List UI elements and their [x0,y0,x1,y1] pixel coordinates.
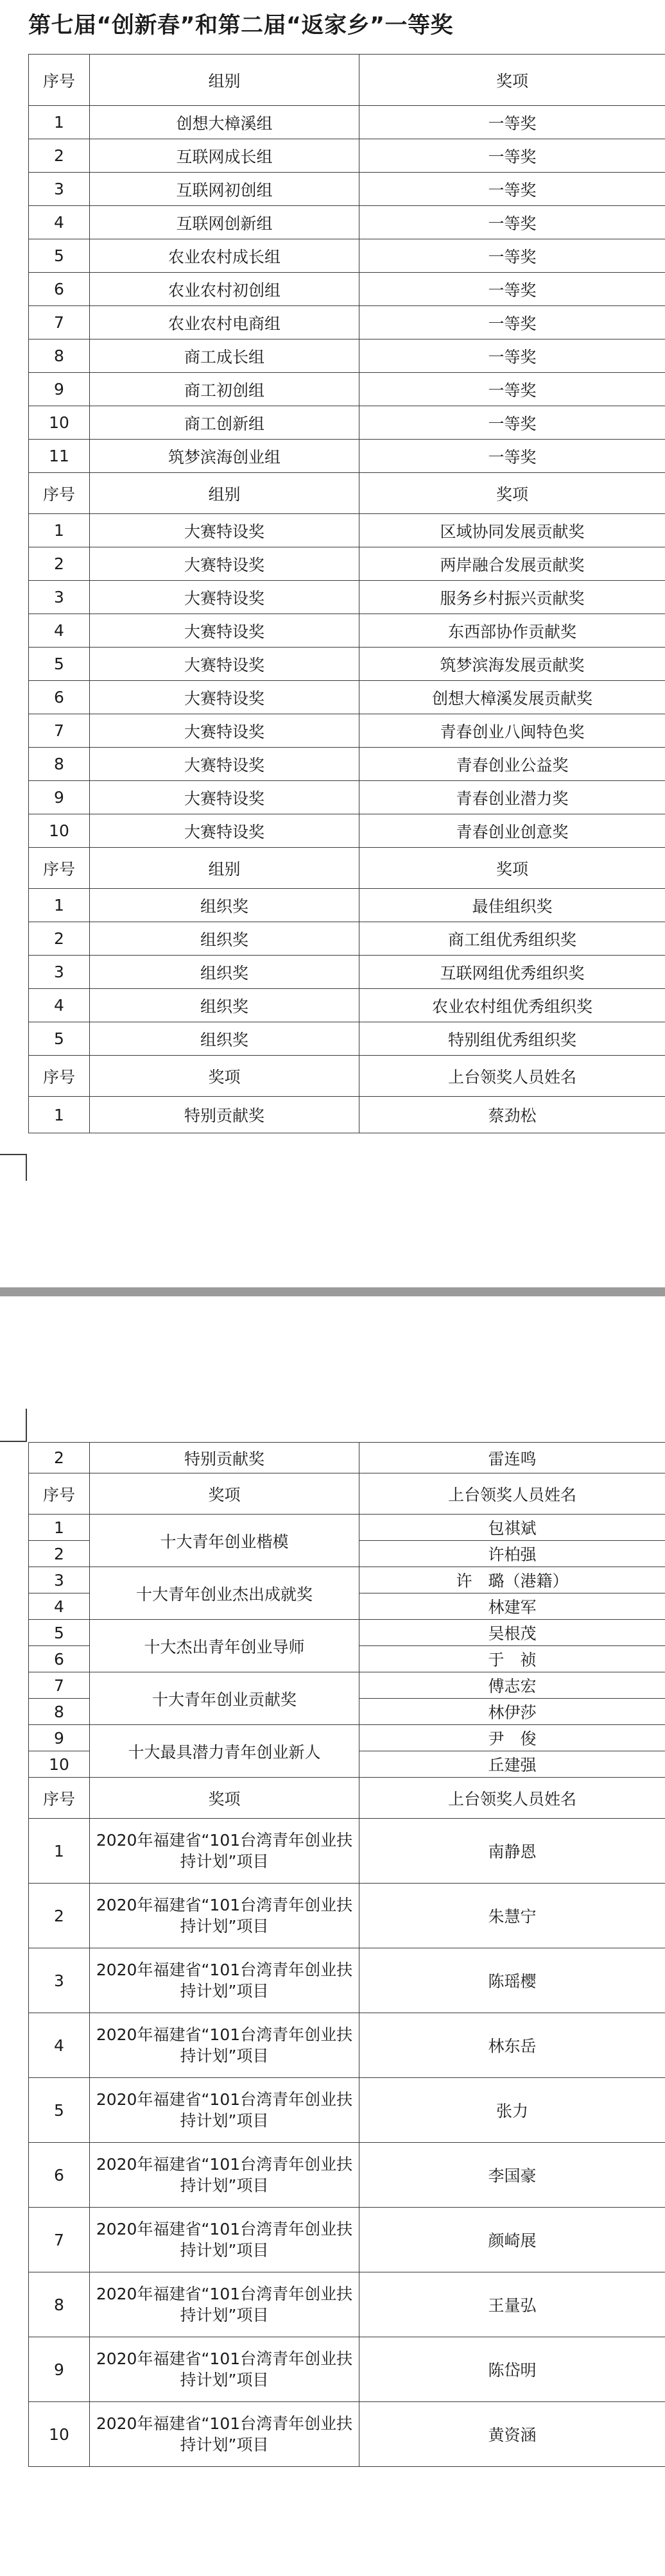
header-cell-column-3: 奖项 [359,55,665,106]
crop-mark-top-vertical [26,1409,27,1442]
cell-column-3: 一等奖 [359,339,665,373]
cell-recipient-name: 包祺斌 [359,1515,665,1541]
cell-index: 2 [29,139,90,173]
cell-column-2: 大赛特设奖 [90,681,359,714]
table-row [29,106,665,139]
cell-index: 7 [29,1672,90,1699]
table-row [29,206,665,239]
cell-column-3: 两岸融合发展贡献奖 [359,547,665,581]
cell-recipient-name: 林伊莎 [359,1699,665,1725]
cell-column-3: 雷连鸣 [359,1443,665,1473]
cell-award-project: 2020年福建省“101台湾青年创业扶持计划”项目 [90,2013,359,2078]
header-cell-index: 序号 [29,848,90,889]
cell-recipient-name: 陈岱明 [359,2337,665,2402]
cell-column-3: 青春创业潜力奖 [359,781,665,814]
cell-column-3: 服务乡村振兴贡献奖 [359,581,665,614]
awards-table-part-1 [28,54,665,1133]
cell-index: 8 [29,748,90,781]
table-row [29,2272,665,2337]
header-cell-column-2: 组别 [90,473,359,514]
cell-column-3: 一等奖 [359,106,665,139]
header-cell-column-3: 奖项 [359,473,665,514]
cell-index: 4 [29,2013,90,2078]
cell-index: 5 [29,1620,90,1646]
cell-award-project: 2020年福建省“101台湾青年创业扶持计划”项目 [90,2143,359,2208]
table-row [29,1884,665,1948]
cell-recipient-name: 许 璐（港籍） [359,1567,665,1593]
table-row [29,781,665,814]
cell-index: 10 [29,1751,90,1778]
header-cell-column-3: 上台领奖人员姓名 [359,1056,665,1097]
cell-index: 4 [29,989,90,1022]
cell-column-2: 特别贡献奖 [90,1443,359,1473]
table-row [29,1672,665,1699]
cell-index: 10 [29,2402,90,2467]
cell-column-3: 东西部协作贡献奖 [359,614,665,648]
cell-index: 2 [29,922,90,956]
cell-column-2: 互联网创新组 [90,206,359,239]
cell-award-project: 2020年福建省“101台湾青年创业扶持计划”项目 [90,1884,359,1948]
cell-award-merged: 十大青年创业楷模 [90,1515,359,1567]
cell-index: 2 [29,1541,90,1567]
cell-award-merged: 十大杰出青年创业导师 [90,1620,359,1672]
cell-index: 6 [29,1646,90,1672]
cell-award-project: 2020年福建省“101台湾青年创业扶持计划”项目 [90,2402,359,2467]
cell-index: 9 [29,373,90,406]
table-row [29,173,665,206]
cell-index: 5 [29,2078,90,2143]
cell-index: 7 [29,2208,90,2272]
table-row [29,714,665,748]
cell-column-2: 大赛特设奖 [90,514,359,547]
cell-award-merged: 十大青年创业杰出成就奖 [90,1567,359,1620]
cell-column-2: 大赛特设奖 [90,748,359,781]
cell-index: 7 [29,714,90,748]
cell-column-3: 一等奖 [359,173,665,206]
table-row [29,614,665,648]
table-row [29,373,665,406]
cell-index: 4 [29,614,90,648]
cell-index: 1 [29,1515,90,1541]
table-row [29,681,665,714]
table-row [29,2078,665,2143]
cell-column-2: 商工初创组 [90,373,359,406]
cell-award-project: 2020年福建省“101台湾青年创业扶持计划”项目 [90,2208,359,2272]
document-title: 第七届“创新春”和第二届“返家乡”一等奖 [28,13,454,39]
header-cell-column-3: 上台领奖人员姓名 [359,1778,665,1819]
cell-index: 6 [29,2143,90,2208]
cell-index: 2 [29,547,90,581]
table-row [29,1948,665,2013]
cell-column-3: 最佳组织奖 [359,889,665,922]
header-cell-index: 序号 [29,473,90,514]
table-row [29,922,665,956]
cell-index: 2 [29,1443,90,1473]
table-header-row [29,1473,665,1515]
cell-index: 8 [29,1699,90,1725]
cell-column-3: 创想大樟溪发展贡献奖 [359,681,665,714]
crop-mark-left-horizontal [0,1154,27,1155]
cell-column-2: 大赛特设奖 [90,814,359,848]
cell-recipient-name: 吴根茂 [359,1620,665,1646]
table-row [29,748,665,781]
cell-column-2: 创想大樟溪组 [90,106,359,139]
table-row [29,989,665,1022]
cell-column-3: 青春创业创意奖 [359,814,665,848]
cell-index: 3 [29,581,90,614]
cell-recipient-name: 张力 [359,2078,665,2143]
cell-index: 5 [29,1022,90,1056]
table-row [29,1022,665,1056]
table-row [29,2143,665,2208]
cell-column-3: 青春创业八闽特色奖 [359,714,665,748]
header-cell-index: 序号 [29,1473,90,1515]
cell-column-2: 商工创新组 [90,406,359,440]
header-cell-column-3: 奖项 [359,848,665,889]
cell-column-3: 特别组优秀组织奖 [359,1022,665,1056]
header-cell-column-2: 奖项 [90,1778,359,1819]
cell-column-2: 特别贡献奖 [90,1097,359,1133]
table-row [29,273,665,306]
cell-column-3: 青春创业公益奖 [359,748,665,781]
cell-column-3: 一等奖 [359,273,665,306]
cell-index: 6 [29,681,90,714]
cell-column-2: 大赛特设奖 [90,614,359,648]
table-row [29,1567,665,1593]
cell-index: 1 [29,889,90,922]
table-row [29,547,665,581]
cell-index: 5 [29,648,90,681]
cell-column-2: 组织奖 [90,889,359,922]
cell-column-2: 筑梦滨海创业组 [90,440,359,473]
header-cell-index: 序号 [29,1778,90,1819]
cell-column-2: 互联网初创组 [90,173,359,206]
cell-column-3: 互联网组优秀组织奖 [359,956,665,989]
table-row [29,956,665,989]
cell-award-merged: 十大最具潜力青年创业新人 [90,1725,359,1778]
table-header-row [29,848,665,889]
cell-recipient-name: 李国豪 [359,2143,665,2208]
table-row [29,1515,665,1541]
cell-index: 7 [29,306,90,339]
cell-index: 8 [29,339,90,373]
table-row [29,648,665,681]
cell-column-2: 农业农村初创组 [90,273,359,306]
awards-table-part-2 [28,1442,665,2467]
cell-column-3: 一等奖 [359,406,665,440]
cell-award-project: 2020年福建省“101台湾青年创业扶持计划”项目 [90,1819,359,1884]
cell-index: 9 [29,1725,90,1751]
cell-index: 1 [29,106,90,139]
table-row [29,2337,665,2402]
cell-index: 1 [29,514,90,547]
cell-index: 9 [29,2337,90,2402]
cell-column-2: 组织奖 [90,1022,359,1056]
cell-index: 3 [29,173,90,206]
cell-column-3: 筑梦滨海发展贡献奖 [359,648,665,681]
cell-column-3: 一等奖 [359,139,665,173]
document-page-2 [0,1306,665,2576]
cell-recipient-name: 傅志宏 [359,1672,665,1699]
cell-column-2: 大赛特设奖 [90,581,359,614]
cell-recipient-name: 王量弘 [359,2272,665,2337]
header-cell-column-2: 奖项 [90,1473,359,1515]
table-header-row [29,1778,665,1819]
cell-column-2: 大赛特设奖 [90,648,359,681]
cell-column-3: 商工组优秀组织奖 [359,922,665,956]
table-row [29,889,665,922]
cell-index: 1 [29,1819,90,1884]
cell-index: 6 [29,273,90,306]
table-row [29,139,665,173]
table-row [29,2013,665,2078]
cell-column-2: 组织奖 [90,956,359,989]
cell-award-merged: 十大青年创业贡献奖 [90,1672,359,1725]
cell-column-2: 大赛特设奖 [90,714,359,748]
header-cell-column-3: 上台领奖人员姓名 [359,1473,665,1515]
crop-mark-top-horizontal [0,1441,27,1442]
cell-index: 4 [29,206,90,239]
table-row [29,514,665,547]
header-cell-index: 序号 [29,55,90,106]
table-header-row [29,473,665,514]
cell-column-2: 大赛特设奖 [90,781,359,814]
cell-column-3: 蔡劲松 [359,1097,665,1133]
cell-recipient-name: 林建军 [359,1593,665,1620]
table-row [29,1725,665,1751]
header-cell-column-2: 组别 [90,848,359,889]
page-separator [0,1287,665,1296]
cell-column-3: 区域协同发展贡献奖 [359,514,665,547]
cell-recipient-name: 颜崎展 [359,2208,665,2272]
table-row [29,440,665,473]
table-row [29,2402,665,2467]
cell-index: 1 [29,1097,90,1133]
cell-index: 3 [29,1567,90,1593]
cell-recipient-name: 南静恩 [359,1819,665,1884]
cell-column-3: 一等奖 [359,373,665,406]
table-header-row [29,1056,665,1097]
table-row [29,239,665,273]
table-row [29,814,665,848]
table-row [29,581,665,614]
table-header-row [29,55,665,106]
cell-index: 3 [29,956,90,989]
cell-column-2: 互联网成长组 [90,139,359,173]
cell-award-project: 2020年福建省“101台湾青年创业扶持计划”项目 [90,1948,359,2013]
cell-index: 2 [29,1884,90,1948]
cell-index: 4 [29,1593,90,1620]
crop-mark-left-vertical [26,1155,27,1181]
header-cell-column-2: 奖项 [90,1056,359,1097]
table-row [29,1620,665,1646]
cell-column-3: 一等奖 [359,206,665,239]
table-row [29,306,665,339]
cell-column-2: 商工成长组 [90,339,359,373]
cell-column-3: 一等奖 [359,440,665,473]
cell-index: 5 [29,239,90,273]
cell-column-3: 农业农村组优秀组织奖 [359,989,665,1022]
cell-recipient-name: 丘建强 [359,1751,665,1778]
cell-index: 9 [29,781,90,814]
cell-award-project: 2020年福建省“101台湾青年创业扶持计划”项目 [90,2078,359,2143]
table-row [29,1443,665,1473]
document-page-1 [0,0,665,1181]
table-row [29,2208,665,2272]
cell-column-3: 一等奖 [359,239,665,273]
cell-index: 10 [29,814,90,848]
header-cell-column-2: 组别 [90,55,359,106]
table-row [29,406,665,440]
table-row [29,1819,665,1884]
cell-recipient-name: 朱慧宁 [359,1884,665,1948]
cell-recipient-name: 许柏强 [359,1541,665,1567]
cell-index: 11 [29,440,90,473]
table-row [29,339,665,373]
cell-recipient-name: 林东岳 [359,2013,665,2078]
header-cell-index: 序号 [29,1056,90,1097]
cell-column-3: 一等奖 [359,306,665,339]
cell-award-project: 2020年福建省“101台湾青年创业扶持计划”项目 [90,2337,359,2402]
cell-column-2: 农业农村电商组 [90,306,359,339]
cell-column-2: 大赛特设奖 [90,547,359,581]
cell-award-project: 2020年福建省“101台湾青年创业扶持计划”项目 [90,2272,359,2337]
cell-column-2: 农业农村成长组 [90,239,359,273]
cell-recipient-name: 陈瑶樱 [359,1948,665,2013]
cell-recipient-name: 黄资涵 [359,2402,665,2467]
cell-column-2: 组织奖 [90,989,359,1022]
cell-recipient-name: 于 祯 [359,1646,665,1672]
cell-recipient-name: 尹 俊 [359,1725,665,1751]
cell-index: 10 [29,406,90,440]
table-row [29,1097,665,1133]
cell-column-2: 组织奖 [90,922,359,956]
cell-index: 3 [29,1948,90,2013]
cell-index: 8 [29,2272,90,2337]
